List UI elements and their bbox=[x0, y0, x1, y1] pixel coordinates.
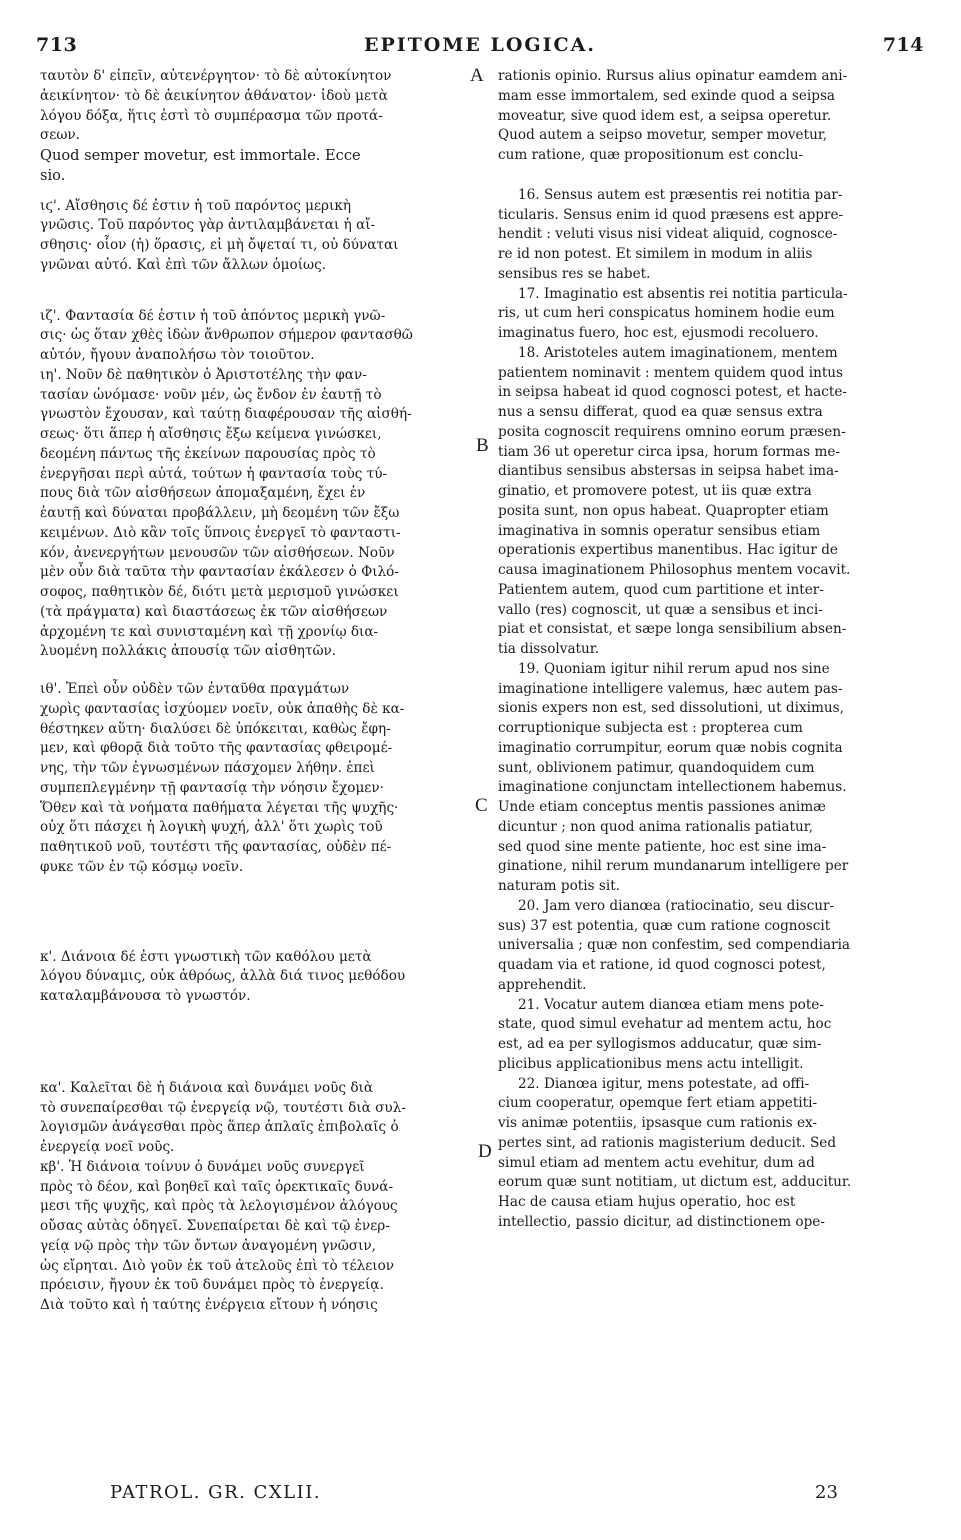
greek-paragraph-18: ιη'. Νοῦν δὲ παθητικὸν ὁ Ἀριστοτέλης τὴν φαν- τασίαν ὠνόμασε· νοῦν μέν, ὡς ἔνδον ἐν ἑαυτῇ τὸ γνωστὸν ἔχουσαν, καὶ ταύτῃ διαφέρουσαν τῆς αἰσθή- σεως· ὅτι ἅπερ ἡ αἴσθησις ἔξω κείμενα γινώσκει, δεομένη πάντως τῆς ἐκείνων παρουσίας πρὸς τὸ ἐνεργῆσαι περὶ αὐτά, τούτων ἡ φαντασία τοὺς τύ- πους διὰ τῶν αἰσθήσεων ἀπομαξαμένη, ἔχει ἐν ἑαυτῇ καὶ δύναται προβάλλειν, μὴ δεομένη τῶν ἔξω κειμένων. Διὸ κἂν τοῖς ὕπνοις ἐνεργεῖ τὸ φανταστι- κόν, ἀνενεργήτων μενουσῶν τῶν αἰσθήσεων. Νοῦν μὲν οὖν διὰ ταῦτα τὴν φαντασίαν ἐκάλεσεν ὁ Φιλό- σοφος, παθητικὸν δέ, διότι μετὰ μερισμοῦ γινώσκει (τὰ πράγματα) καὶ διαστάσεως ἐκ τῶν αἰσθήσεων ἀρχομένη τε καὶ συνισταμένη καὶ τῇ χρονίῳ δια- λυομένη πολλάκις ἀπουσίᾳ τῶν αἰσθητῶν. bbox=[40, 366, 412, 660]
latin-paragraph-22: 22. Dianœa igitur, mens potestate, ad offi- cium cooperatur, opemque fert etiam appetiti- vis animæ potentiis, ipsasque cum rationis ex- pertes sint, ad rationis magisterium deducit. Sed simul etiam ad mentem actu evehitur, dum ad eorum quæ sunt notitiam, ut dictum est, adducitur. Hac de causa etiam hujus operatio, hoc est intellectio, passio dicitur, ad distinctionem ope- bbox=[498, 1075, 852, 1230]
greek-paragraph-22: κβ'. Ἡ διάνοια τοίνυν ὁ δυνάμει νοῦς συνεργεῖ πρὸς τὸ δέον, καὶ βοηθεῖ καὶ ταῖς ὀρεκτικαῖς δυνά- μεσι τῆς ψυχῆς, καὶ πρὸς τὰ λελογισμένον ἀλόγους οὔσας αὐτὰς ὁδηγεῖ. Συνεπαίρεται δὲ καὶ τῷ ἐνερ- γείᾳ νῷ πρὸς τὴν τῶν ὄντων ἀναγομένη γνῶσιν, ὡς εἴρηται. Διὸ γοῦν ἐκ τοῦ ἀτελοῦς ἐπὶ τὸ τέλειον πρόεισιν, ἤγουν ἐκ τοῦ δυνάμει πρὸς τὸ ἐνεργείᾳ. Διὰ τοῦτο καὶ ἡ ταύτης ἐνέργεια εἴτουν ἡ νόησις bbox=[40, 1158, 398, 1313]
greek-paragraph: ταυτὸν δ' εἰπεῖν, αὐτενέργητον· τὸ δὲ αὐτοκίνητον ἀεικίνητον· τὸ δὲ ἀεικίνητον ἀθάνατον· ἰδοὺ μετὰ λόγου δόξα, ἥτις ἐστὶ τὸ συμπέρασμα τῶν προτά- σεων. bbox=[40, 68, 392, 144]
section-marker-c: C bbox=[475, 795, 488, 816]
page-number-right: 714 bbox=[882, 34, 924, 56]
section-marker-a: A bbox=[470, 65, 484, 86]
latin-paragraph: rationis opinio. Rursus alius opinatur eamdem ani- mam esse immortalem, sed exinde quod a seipsa moveatur, sive quod idem est, a seipsa operetur. Quod autem a seipso movetur, semper movetur, cum ratione, quæ propositionum est conclu- bbox=[498, 68, 848, 163]
latin-paragraph-21: 21. Vocatur autem dianœa etiam mens pote- state, quod simul evehatur ad mentem actu, hoc est, ad ea per syllogismos adducatur, quæ sim- plicibus applicationibus mens actu intelligit. bbox=[498, 996, 832, 1072]
greek-column bbox=[40, 67, 468, 1316]
latin-paragraph-16: 16. Sensus autem est præsentis rei notitia par- ticularis. Sensus enim id quod præsens est appre- hendit : veluti visus nisi videat aliquid, cognosce- re id non potest. Et similem in modum in aliis sensibus res se habet. bbox=[498, 186, 844, 282]
latin-paragraph-17: 17. Imaginatio est absentis rei notitia particula- ris, ut cum heri conspicatus hominem hodie eum imaginatus fuero, hoc est, ejusmodi recoluero. bbox=[498, 285, 848, 341]
greek-paragraph-16: ιϛ'. Αἴσθησις δέ ἐστιν ἡ τοῦ παρόντος μερικὴ γνῶσις. Τοῦ παρόντος γὰρ ἀντιλαμβάνεται ἡ αἴ- σθησις· οἷον (ἡ) ὅρασις, εἰ μὴ ὄψεταί τι, οὐ δύναται γνῶναι αὐτό. Καὶ ἐπὶ τῶν ἄλλων ὁμοίως. bbox=[40, 197, 399, 273]
latin-column bbox=[498, 67, 926, 1233]
latin-paragraph-19: 19. Quoniam igitur nihil rerum apud nos sine imaginatione intelligere valemus, hæc autem pas- sionis expers non est, sed dissolutioni, ut diximus, corruptionique subjecta est : propterea cum imaginatio corrumpitur, eorum quæ nobis cognita sunt, oblivionem patimur, quandoquidem cum imaginatione conjunctam intellectionem habemus. Unde etiam conceptus mentis passiones animæ dicuntur ; non quod anima rationalis patiatur, sed quod sine mente patiente, hoc est sine ima- ginatione, nihil rerum mundanarum intelligere per naturam potis sit. bbox=[498, 660, 849, 894]
greek-paragraph-19: ιθ'. Ἐπεὶ οὖν οὐδὲν τῶν ἐνταῦθα πραγμάτων χωρὶς φαντασίας ἰσχύομεν νοεῖν, οὐκ ἀπαθὴς δὲ κα- θέστηκεν αὕτη· διαλύσει δὲ ὑπόκειται, καθὼς ἔφη- μεν, καὶ φθορᾷ διὰ τοῦτο τῆς φαντασίας φθειρομέ- νης, τὴν τῶν ἐγνωσμένων πάσχομεν λήθην. ἐπεὶ συμπεπλεγμένην τῇ φαντασίᾳ τὴν νόησιν ἔχομεν· Ὅθεν καὶ τὰ νοήματα παθήματα λέγεται τῆς ψυχῆς· οὐχ ὅτι πάσχει ἡ λογικὴ ψυχή, ἀλλ' ὅτι χωρὶς τοῦ παθητικοῦ νοῦ, τουτέστι τῆς φαντασίας, οὐδὲν πέ- φυκε τῶν ἐν τῷ κόσμῳ νοεῖν. bbox=[40, 681, 405, 875]
page-number-left: 713 bbox=[36, 34, 78, 56]
greek-paragraph-17: ιζ'. Φαντασία δέ ἐστιν ἡ τοῦ ἀπόντος μερικὴ γνῶ- σις· ὡς ὅταν χθὲς ἰδὼν ἄνθρωπον σήμερον φαντασθῶ αὐτόν, ἤγουν ἀναπολήσω τὸν τοιοῦτον. bbox=[40, 307, 413, 363]
latin-paragraph-18: 18. Aristoteles autem imaginationem, mentem patientem nominavit : mentem quidem quod intus in seipsa habeat id quod cognosci potest, et hacte- nus a sensu differat, quod ea quæ sensus extra posita cognoscit requirens omnino eorum præsen- tiam 36 ut operetur circa ipsa, horum formas me- diantibus sensibus abstersas in seipsa habet ima- ginatio, et promovere potest, ut iis quæ extra posita sunt, non opus habeat. Quapropter etiam imaginativa in somnis operatur sensibus etiam operationis expertibus manentibus. Hac igitur de causa imaginationem Philosophus mentem vocavit. Patientem autem, quod cum partitione et inter- vallo (res) cognoscit, ut quæ a sensibus et inci- piat et consistat, et sæpe longa sensibilium absen- tia dissolvatur. bbox=[498, 344, 851, 657]
greek-latin-gloss: Quod semper movetur, est immortale. Ecce sio. bbox=[40, 147, 361, 184]
footer-signature-number: 23 bbox=[815, 1482, 838, 1503]
section-marker-b: B bbox=[476, 435, 489, 456]
section-marker-d: D bbox=[478, 1141, 492, 1162]
latin-paragraph-20: 20. Jam vero dianœa (ratiocinatio, seu discur- sus) 37 est potentia, quæ cum ratione cognoscit universalia ; quæ non confestim, sed compendiaria quadam via et ratione, id quod cognosci potest, apprehendit. bbox=[498, 897, 851, 993]
footer-source: PATROL. GR. CXLII. bbox=[110, 1482, 322, 1503]
greek-paragraph-21: κα'. Καλεῖται δὲ ἡ διάνοια καὶ δυνάμει νοῦς διὰ τὸ συνεπαίρεσθαι τῷ ἐνεργείᾳ νῷ, τουτέστι διὰ συλ- λογισμῶν ἀνάγεσθαι πρὸς ἅπερ ἁπλαῖς ἐπιβολαῖς ὁ ἐνεργείᾳ νοεῖ νοῦς. bbox=[40, 1079, 406, 1155]
greek-paragraph-20: κ'. Διάνοια δέ ἐστι γνωστικὴ τῶν καθόλου μετὰ λόγου δύναμις, οὐκ ἀθρόως, ἀλλὰ διά τινος μεθόδου καταλαμβάνουσα τὸ γνωστόν. bbox=[40, 948, 406, 1004]
running-title: EPITOME LOGICA. bbox=[364, 34, 596, 56]
page-header bbox=[36, 34, 924, 58]
